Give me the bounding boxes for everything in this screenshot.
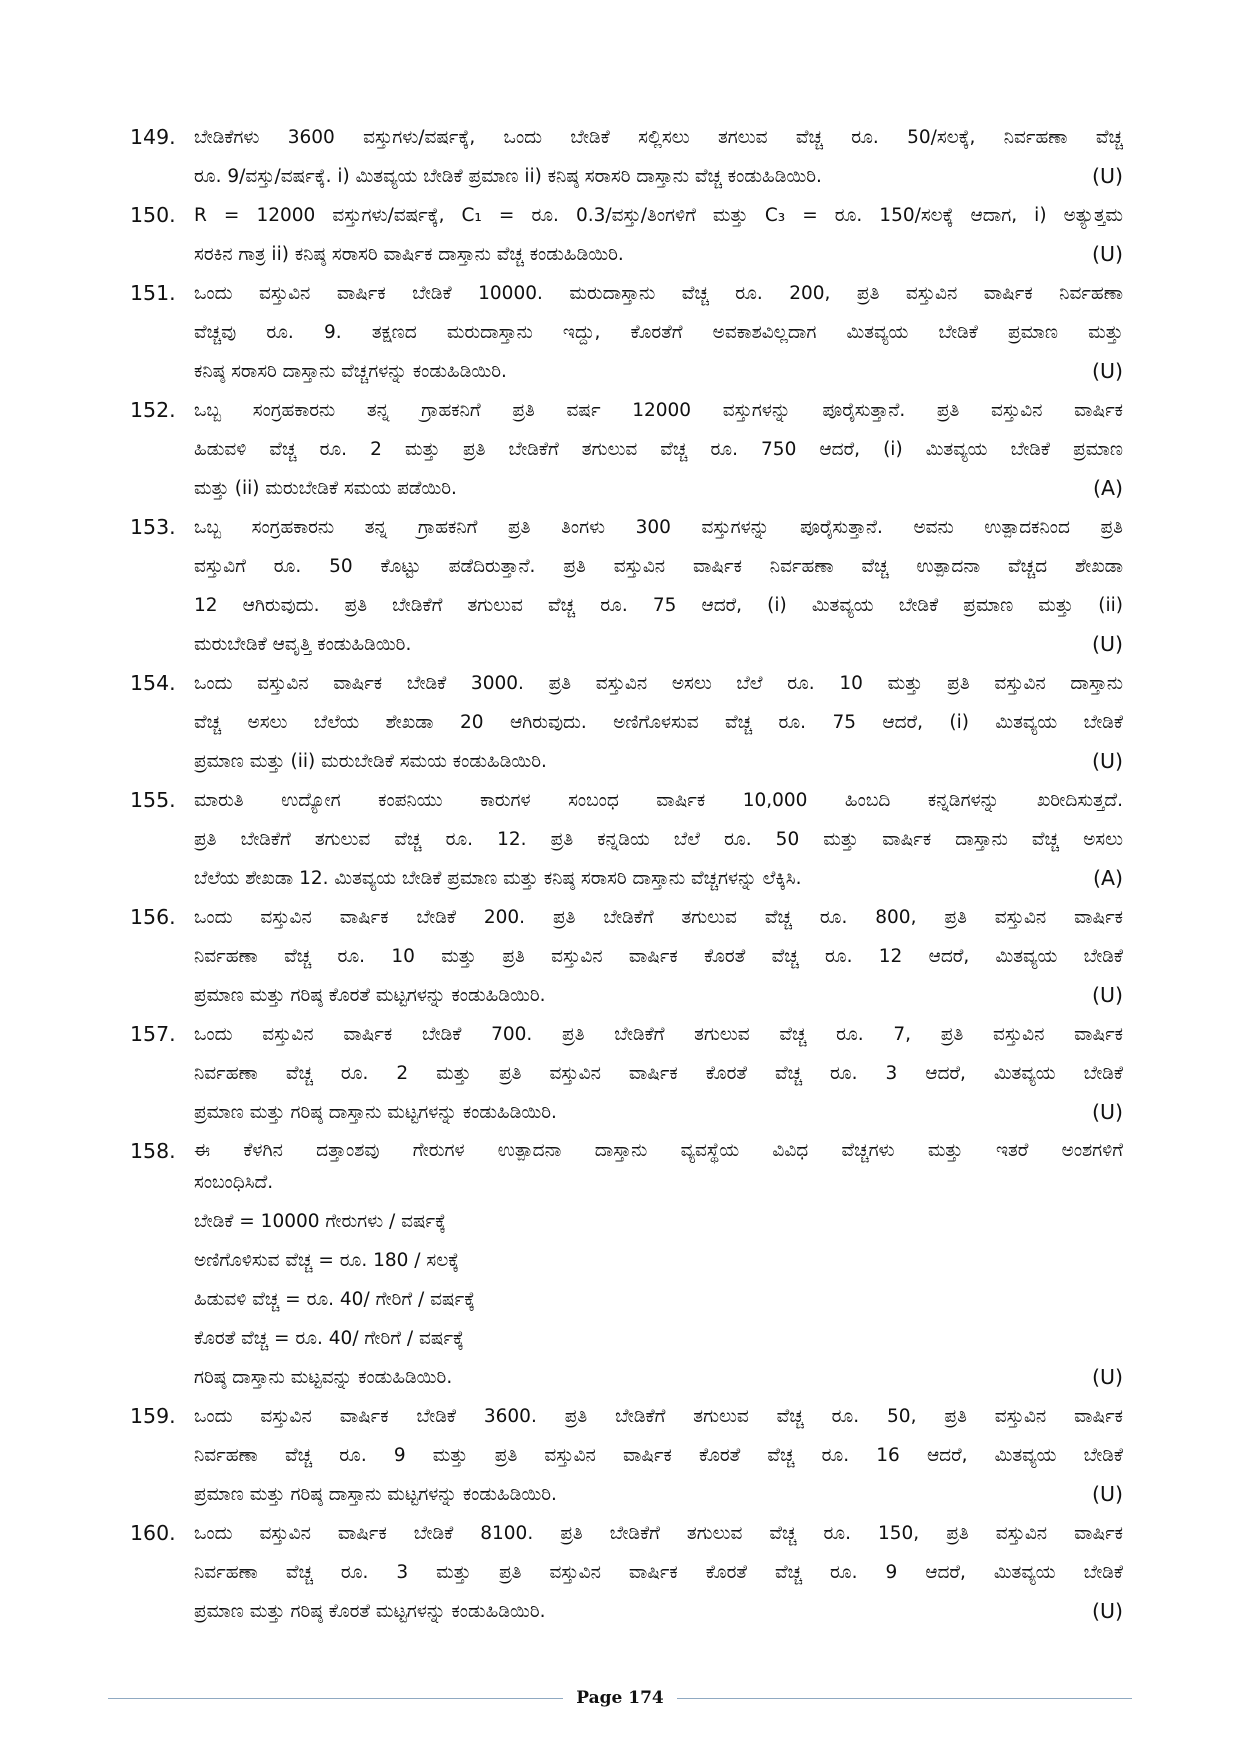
level-tag: (A) bbox=[1092, 866, 1123, 890]
question-151 bbox=[130, 274, 1123, 391]
question-line: 12 ಆಗಿರುವುದು. ಪ್ರತಿ ಬೇಡಿಕೆಗೆ ತಗುಲುವ ವೆಚ್ಚ ರೂ. 75 ಆದರೆ, (i) ಮಿತವ್ಯಯ ಬೇಡಿಕೆ ಪ್ರಮಾಣ ಮತ್ತು (ii) bbox=[194, 595, 1123, 616]
question-line: R = 12000 ವಸ್ತುಗಳು/ವರ್ಷಕ್ಕೆ, C₁ = ರೂ. 0.3/ವಸ್ತು/ತಿಂಗಳಿಗೆ ಮತ್ತು C₃ = ರೂ. 150/ಸಲಕ್ಕೆ ಆದಾಗ, i) ಅತ್ಯುತ್ತಮ bbox=[194, 205, 1123, 226]
question-line: ವಸ್ತುವಿಗೆ ರೂ. 50 ಕೊಟ್ಟು ಪಡೆದಿರುತ್ತಾನೆ. ಪ್ರತಿ ವಸ್ತುವಿನ ವಾರ್ಷಿಕ ನಿರ್ವಹಣಾ ವೆಚ್ಚ ಉತ್ಪಾದನಾ ವೆಚ್ಚದ ಶೇಖಡಾ bbox=[194, 556, 1123, 577]
question-line-text: ಸರಕಿನ ಗಾತ್ರ ii) ಕನಿಷ್ಠ ಸರಾಸರಿ ವಾರ್ಷಿಕ ದಾಸ್ತಾನು ವೆಚ್ಚ ಕಂಡುಹಿಡಿಯಿರಿ. bbox=[194, 244, 624, 265]
question-line bbox=[194, 742, 1123, 781]
question-text bbox=[194, 781, 1123, 898]
level-tag: (U) bbox=[1091, 1100, 1123, 1124]
question-number: 151. bbox=[130, 281, 176, 305]
question-number: 149. bbox=[130, 125, 176, 149]
question-line: ಮಾರುತಿ ಉದ್ಯೋಗ ಕಂಪನಿಯು ಕಾರುಗಳ ಸಂಬಂಧ ವಾರ್ಷಿಕ 10,000 ಹಿಂಬದಿ ಕನ್ನಡಿಗಳನ್ನು ಖರೀದಿಸುತ್ತದೆ. bbox=[194, 790, 1123, 811]
question-line-text: ಪ್ರಮಾಣ ಮತ್ತು ಗರಿಷ್ಠ ದಾಸ್ತಾನು ಮಟ್ಟಗಳನ್ನು ಕಂಡುಹಿಡಿಯಿರಿ. bbox=[194, 1484, 557, 1505]
question-list bbox=[130, 118, 1123, 1631]
level-tag: (U) bbox=[1091, 749, 1123, 773]
level-tag: (U) bbox=[1091, 983, 1123, 1007]
question-line: ನಿರ್ವಹಣಾ ವೆಚ್ಚ ರೂ. 10 ಮತ್ತು ಪ್ರತಿ ವಸ್ತುವಿನ ವಾರ್ಷಿಕ ಕೊರತೆ ವೆಚ್ಚ ರೂ. 12 ಆದರೆ, ಮಿತವ್ಯಯ ಬೇಡಿಕೆ bbox=[194, 946, 1123, 967]
question-number: 153. bbox=[130, 515, 176, 539]
question-number: 150. bbox=[130, 203, 176, 227]
question-text bbox=[194, 664, 1123, 781]
question-text bbox=[194, 118, 1123, 196]
question-149 bbox=[130, 118, 1123, 196]
question-line: ವೆಚ್ಚ ಅಸಲು ಬೆಲೆಯ ಶೇಖಡಾ 20 ಆಗಿರುವುದು. ಅಣಿಗೊಳಸುವ ವೆಚ್ಚ ರೂ. 75 ಆದರೆ, (i) ಮಿತವ್ಯಯ ಬೇಡಿಕೆ bbox=[194, 712, 1123, 733]
page-number: Page 174 bbox=[576, 1688, 664, 1708]
question-150 bbox=[130, 196, 1123, 274]
level-tag: (U) bbox=[1091, 242, 1123, 266]
question-line: ಒಂದು ವಸ್ತುವಿನ ವಾರ್ಷಿಕ ಬೇಡಿಕೆ 3600. ಪ್ರತಿ ಬೇಡಿಕೆಗೆ ತಗುಲುವ ವೆಚ್ಚ ರೂ. 50, ಪ್ರತಿ ವಸ್ತುವಿನ ವಾರ್ಷಿಕ bbox=[194, 1406, 1123, 1427]
question-number: 158. bbox=[130, 1139, 176, 1163]
question-line bbox=[194, 1475, 1123, 1514]
level-tag: (U) bbox=[1091, 359, 1123, 383]
footer-rule-right bbox=[677, 1698, 1132, 1699]
question-line bbox=[194, 1358, 1123, 1397]
question-line: ನಿರ್ವಹಣಾ ವೆಚ್ಚ ರೂ. 2 ಮತ್ತು ಪ್ರತಿ ವಸ್ತುವಿನ ವಾರ್ಷಿಕ ಕೊರತೆ ವೆಚ್ಚ ರೂ. 3 ಆದರೆ, ಮಿತವ್ಯಯ ಬೇಡಿಕೆ bbox=[194, 1063, 1123, 1084]
question-line bbox=[194, 235, 1123, 274]
question-number: 159. bbox=[130, 1404, 176, 1428]
question-line: ಹಿಡುವಳಿ ವೆಚ್ಚ ರೂ. 2 ಮತ್ತು ಪ್ರತಿ ಬೇಡಿಕೆಗೆ ತಗುಲುವ ವೆಚ್ಚ ರೂ. 750 ಆದರೆ, (i) ಮಿತವ್ಯಯ ಬೇಡಿಕೆ ಪ್ರಮಾಣ bbox=[194, 439, 1123, 460]
question-line: ಈ ಕೆಳಗಿನ ದತ್ತಾಂಶವು ಗೇರುಗಳ ಉತ್ಪಾದನಾ ದಾಸ್ತಾನು ವ್ಯವಸ್ಥೆಯ ವಿವಿಧ ವೆಚ್ಚಗಳು ಮತ್ತು ಇತರೆ ಅಂಶಗಳಿಗೆ bbox=[194, 1140, 1123, 1161]
question-156 bbox=[130, 898, 1123, 1015]
question-line: ಒಬ್ಬ ಸಂಗ್ರಹಕಾರನು ತನ್ನ ಗ್ರಾಹಕನಿಗೆ ಪ್ರತಿ ತಿಂಗಳು 300 ವಸ್ತುಗಳನ್ನು ಪೂರೈಸುತ್ತಾನೆ. ಅವನು ಉತ್ಪಾದಕನಿಂದ ಪ್ರತಿ bbox=[194, 517, 1123, 538]
question-line-text: ಪ್ರಮಾಣ ಮತ್ತು ಗರಿಷ್ಠ ಕೊರತೆ ಮಟ್ಟಗಳನ್ನು ಕಂಡುಹಿಡಿಯಿರಿ. bbox=[194, 1601, 546, 1622]
question-number: 157. bbox=[130, 1022, 176, 1046]
question-number: 155. bbox=[130, 788, 176, 812]
question-text bbox=[194, 1015, 1123, 1132]
question-line-text: ಮರುಬೇಡಿಕೆ ಆವೃತ್ತಿ ಕಂಡುಹಿಡಿಯಿರಿ. bbox=[194, 634, 412, 655]
question-line: ಒಂದು ವಸ್ತುವಿನ ವಾರ್ಷಿಕ ಬೇಡಿಕೆ 700. ಪ್ರತಿ ಬೇಡಿಕೆಗೆ ತಗುಲುವ ವೆಚ್ಚ ರೂ. 7, ಪ್ರತಿ ವಸ್ತುವಿನ ವಾರ್ಷಿಕ bbox=[194, 1024, 1123, 1045]
question-line: ಒಂದು ವಸ್ತುವಿನ ವಾರ್ಷಿಕ ಬೇಡಿಕೆ 10000. ಮರುದಾಸ್ತಾನು ವೆಚ್ಚ ರೂ. 200, ಪ್ರತಿ ವಸ್ತುವಿನ ವಾರ್ಷಿಕ ನಿರ್ವಹಣಾ bbox=[194, 283, 1123, 304]
page-footer bbox=[108, 1681, 1132, 1715]
question-line: ಬೇಡಿಕೆಗಳು 3600 ವಸ್ತುಗಳು/ವರ್ಷಕ್ಕೆ, ಒಂದು ಬೇಡಿಕೆ ಸಲ್ಲಿಸಲು ತಗಲುವ ವೆಚ್ಚ ರೂ. 50/ಸಲಕ್ಕೆ, ನಿರ್ವಹಣಾ ವೆಚ್ಚ bbox=[194, 127, 1123, 148]
question-line-text: ಪ್ರಮಾಣ ಮತ್ತು ಗರಿಷ್ಠ ದಾಸ್ತಾನು ಮಟ್ಟಗಳನ್ನು ಕಂಡುಹಿಡಿಯಿರಿ. bbox=[194, 1102, 557, 1123]
footer-rule-left bbox=[108, 1698, 563, 1699]
question-line-text: ಕನಿಷ್ಠ ಸರಾಸರಿ ದಾಸ್ತಾನು ವೆಚ್ಚಗಳನ್ನು ಕಂಡುಹಿಡಿಯಿರಿ. bbox=[194, 361, 507, 382]
question-line: ಒಂದು ವಸ್ತುವಿನ ವಾರ್ಷಿಕ ಬೇಡಿಕೆ 200. ಪ್ರತಿ ಬೇಡಿಕೆಗೆ ತಗುಲುವ ವೆಚ್ಚ ರೂ. 800, ಪ್ರತಿ ವಸ್ತುವಿನ ವಾರ್ಷಿಕ bbox=[194, 907, 1123, 928]
level-tag: (U) bbox=[1091, 1482, 1123, 1506]
question-line: ಒಂದು ವಸ್ತುವಿನ ವಾರ್ಷಿಕ ಬೇಡಿಕೆ 8100. ಪ್ರತಿ ಬೇಡಿಕೆಗೆ ತಗುಲುವ ವೆಚ್ಚ ರೂ. 150, ಪ್ರತಿ ವಸ್ತುವಿನ ವಾರ್ಷಿಕ bbox=[194, 1523, 1123, 1544]
question-text bbox=[194, 196, 1123, 274]
question-text bbox=[194, 391, 1123, 508]
question-159 bbox=[130, 1397, 1123, 1514]
question-text bbox=[194, 1514, 1123, 1631]
question-line-text: ಮತ್ತು (ii) ಮರುಬೇಡಿಕೆ ಸಮಯ ಪಡೆಯಿರಿ. bbox=[194, 478, 457, 499]
question-line: ಒಬ್ಬ ಸಂಗ್ರಹಕಾರನು ತನ್ನ ಗ್ರಾಹಕನಿಗೆ ಪ್ರತಿ ವರ್ಷ 12000 ವಸ್ತುಗಳನ್ನು ಪೂರೈಸುತ್ತಾನೆ. ಪ್ರತಿ ವಸ್ತುವಿನ ವಾರ್ಷಿಕ bbox=[194, 400, 1123, 421]
question-158 bbox=[130, 1132, 1123, 1397]
level-tag: (U) bbox=[1091, 1599, 1123, 1623]
question-line-text: ಪ್ರಮಾಣ ಮತ್ತು ಗರಿಷ್ಠ ಕೊರತೆ ಮಟ್ಟಗಳನ್ನು ಕಂಡುಹಿಡಿಯಿರಿ. bbox=[194, 985, 546, 1006]
question-number: 156. bbox=[130, 905, 176, 929]
given-data-line: ಅಣಿಗೊಳಿಸುವ ವೆಚ್ಚ = ರೂ. 180 / ಸಲಕ್ಕೆ bbox=[194, 1250, 460, 1271]
question-line-text: ರೂ. 9/ವಸ್ತು/ವರ್ಷಕ್ಕೆ. i) ಮಿತವ್ಯಯ ಬೇಡಿಕೆ ಪ್ರಮಾಣ ii) ಕನಿಷ್ಠ ಸರಾಸರಿ ದಾಸ್ತಾನು ವೆಚ್ಚ ಕಂಡುಹಿಡಿಯಿರಿ. bbox=[194, 166, 822, 187]
question-number: 152. bbox=[130, 398, 176, 422]
question-152 bbox=[130, 391, 1123, 508]
question-line bbox=[194, 625, 1123, 664]
question-154 bbox=[130, 664, 1123, 781]
question-line: ಪ್ರತಿ ಬೇಡಿಕೆಗೆ ತಗುಲುವ ವೆಚ್ಚ ರೂ. 12. ಪ್ರತಿ ಕನ್ನಡಿಯ ಬೆಲೆ ರೂ. 50 ಮತ್ತು ವಾರ್ಷಿಕ ದಾಸ್ತಾನು ವೆಚ್ಚ ಅಸಲು bbox=[194, 829, 1123, 850]
question-line bbox=[194, 157, 1123, 196]
question-line bbox=[194, 859, 1123, 898]
level-tag: (A) bbox=[1092, 476, 1123, 500]
question-line-text: ಪ್ರಮಾಣ ಮತ್ತು (ii) ಮರುಬೇಡಿಕೆ ಸಮಯ ಕಂಡುಹಿಡಿಯಿರಿ. bbox=[194, 751, 547, 772]
question-number: 160. bbox=[130, 1521, 176, 1545]
question-157 bbox=[130, 1015, 1123, 1132]
question-160 bbox=[130, 1514, 1123, 1631]
question-line-text: ಗರಿಷ್ಠ ದಾಸ್ತಾನು ಮಟ್ಟವನ್ನು ಕಂಡುಹಿಡಿಯಿರಿ. bbox=[194, 1367, 453, 1388]
question-line: ಸಂಬಂಧಿಸಿದೆ. bbox=[194, 1172, 274, 1193]
question-153 bbox=[130, 508, 1123, 664]
question-text bbox=[194, 1397, 1123, 1514]
question-line bbox=[194, 469, 1123, 508]
question-line bbox=[194, 1093, 1123, 1132]
level-tag: (U) bbox=[1091, 164, 1123, 188]
question-text bbox=[194, 508, 1123, 664]
question-line: ಒಂದು ವಸ್ತುವಿನ ವಾರ್ಷಿಕ ಬೇಡಿಕೆ 3000. ಪ್ರತಿ ವಸ್ತುವಿನ ಅಸಲು ಬೆಲೆ ರೂ. 10 ಮತ್ತು ಪ್ರತಿ ವಸ್ತುವಿನ ದಾಸ್ತಾನು bbox=[194, 673, 1123, 694]
question-line: ನಿರ್ವಹಣಾ ವೆಚ್ಚ ರೂ. 3 ಮತ್ತು ಪ್ರತಿ ವಸ್ತುವಿನ ವಾರ್ಷಿಕ ಕೊರತೆ ವೆಚ್ಚ ರೂ. 9 ಆದರೆ, ಮಿತವ್ಯಯ ಬೇಡಿಕೆ bbox=[194, 1562, 1123, 1583]
question-155 bbox=[130, 781, 1123, 898]
question-number: 154. bbox=[130, 671, 176, 695]
level-tag: (U) bbox=[1091, 632, 1123, 656]
question-line-text: ಬೆಲೆಯ ಶೇಖಡಾ 12. ಮಿತವ್ಯಯ ಬೇಡಿಕೆ ಪ್ರಮಾಣ ಮತ್ತು ಕನಿಷ್ಠ ಸರಾಸರಿ ದಾಸ್ತಾನು ವೆಚ್ಚಗಳನ್ನು ಲೆಕ್ಕಿಸಿ. bbox=[194, 868, 802, 889]
question-line bbox=[194, 1592, 1123, 1631]
question-line: ನಿರ್ವಹಣಾ ವೆಚ್ಚ ರೂ. 9 ಮತ್ತು ಪ್ರತಿ ವಸ್ತುವಿನ ವಾರ್ಷಿಕ ಕೊರತೆ ವೆಚ್ಚ ರೂ. 16 ಆದರೆ, ಮಿತವ್ಯಯ ಬೇಡಿಕೆ bbox=[194, 1445, 1123, 1466]
question-text bbox=[194, 274, 1123, 391]
given-data-line: ಹಿಡುವಳಿ ವೆಚ್ಚ = ರೂ. 40/ ಗೇರಿಗೆ / ವರ್ಷಕ್ಕೆ bbox=[194, 1289, 476, 1310]
question-text bbox=[194, 898, 1123, 1015]
given-data-line: ಬೇಡಿಕೆ = 10000 ಗೇರುಗಳು / ವರ್ಷಕ್ಕೆ bbox=[194, 1211, 446, 1232]
question-line: ವೆಚ್ಚವು ರೂ. 9. ತಕ್ಷಣದ ಮರುದಾಸ್ತಾನು ಇದ್ದು, ಕೊರತೆಗೆ ಅವಕಾಶವಿಲ್ಲದಾಗ ಮಿತವ್ಯಯ ಬೇಡಿಕೆ ಪ್ರಮಾಣ ಮತ್ತು bbox=[194, 322, 1123, 343]
level-tag: (U) bbox=[1091, 1365, 1123, 1389]
given-data-line: ಕೊರತೆ ವೆಚ್ಚ = ರೂ. 40/ ಗೇರಿಗೆ / ವರ್ಷಕ್ಕೆ bbox=[194, 1328, 464, 1349]
question-line bbox=[194, 976, 1123, 1015]
question-line bbox=[194, 352, 1123, 391]
question-text bbox=[194, 1132, 1123, 1397]
